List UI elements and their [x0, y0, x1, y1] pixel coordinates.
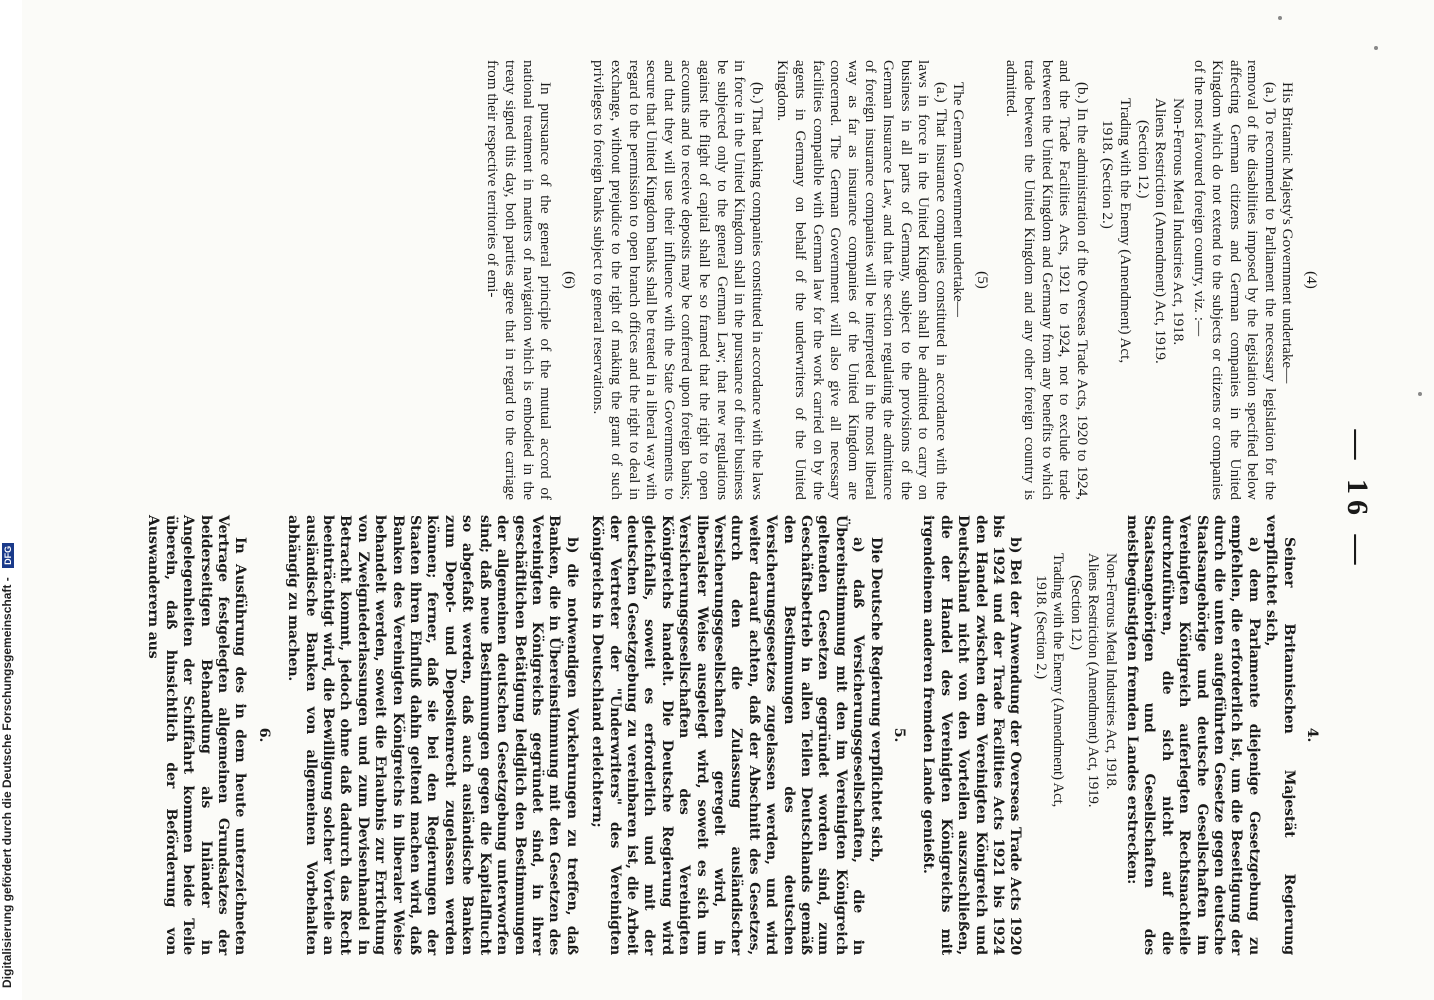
- en-section-5-heading: (5): [973, 271, 991, 289]
- en-section-5-a: (a.) That insurance companies constituted in accordance with the laws in force in the United Kingdom shall be admitted to carry on business in all parts of Germany, subject to the provisions of the German Insurance Law, and that the section regulating the admittance of foreign insurance companies will be interpreted in the most liberal way as far as insurance companies of the United Kingdom are concerned. The German Government will also give all necessary facilities compatible with German law for the work carried on by the agents in Germany on behalf of the underwriters of the United Kingdom.: [774, 60, 950, 500]
- scan-speck: [1418, 392, 1422, 396]
- en-act-item: 1918. (Section 2.): [1099, 120, 1117, 229]
- scan-speck: [1374, 46, 1378, 50]
- page-number: — 16 —: [1341, 429, 1374, 571]
- de-section-4-b: b) Bei der Anwendung der Overseas Trade Acts 1920 bis 1924 und der Trade Facilities Acts 1921 bis 1924 den Handel zwischen dem Vereinigten Königreich und Deutschland nicht von den Vorteilen auszuschließen, die der Handel des Vereinigten Königreichs mit irgendeinem anderen fremden Lande genießt.: [920, 515, 1024, 955]
- de-section-6-heading: 6.: [255, 727, 272, 743]
- en-section-5-b: (b.) That banking companies constituted in accordance with the laws in force in the United Kingdom shall in the pursuance of their business be subjected only to the general German Law; that new regulations against the flight of capital shall be so framed that the right to open accounts and to receive deposits may be conferred upon foreign banks; and that they will use their influence with the State Governments to secure that United Kingdom banks shall be treated in a liberal way with regard to the permission to open branch offices and the right to deal in exchange, without prejudice to the right of making the grant of such privileges to foreign banks subject to general reservations.: [590, 60, 766, 500]
- en-section-5-intro: The German Government undertake—: [950, 82, 968, 317]
- de-act-item: 1918. (Section 2.): [1032, 575, 1049, 679]
- de-section-5-b: b) die notwendigen Vorkehrungen zu treffen, daß Banken, die in Übereinstimmung mit den Gesetzen des Vereinigten Königreichs gegründet sind, in ihrer geschäftlichen Betätigung lediglich den Bestimmungen der allgemeinen deutschen Gesetzgebung unterworfen sind; daß neue Bestimmungen gegen die Kapitalflucht so abgefaßt werden, daß auch ausländische Banken zum Depot- und Depositenrecht zugelassen werden können; ferner, daß sie bei den Regierungen der Staaten ihren Einfluß dahin geltend machen wird, daß Banken des Vereinigten Königreichs in liberaler Weise behandelt werden, soweit die Erlaubnis zur Errichtung von Zweigniederlassungen und zum Devisenhandel in Betracht kommt, jedoch ohne daß dadurch das Recht beeinträchtigt wird, die Bewilligung solcher Vorteile an ausländische Banken von allgemeinen Vorbehalten abhängig zu machen.: [285, 515, 580, 955]
- digitization-credit: [0, 0, 20, 1000]
- dfg-logo: DFG: [2, 543, 14, 568]
- credit-text: Digitalisierung gefördert durch die Deutsche Forschungsgemeinschaft -: [0, 577, 14, 988]
- footer-strip: [0, 0, 22, 1000]
- en-section-6-heading: (6): [560, 271, 578, 289]
- de-section-5-intro: Die Deutsche Regierung verpflichtet sich,: [867, 537, 884, 863]
- en-act-item: Non-Ferrous Metal Industries Act, 1918.: [1169, 98, 1187, 346]
- en-section-4-b: (b.) In the administration of the Overseas Trade Acts, 1920 to 1924, and the Trade Facilities Acts, 1921 to 1924, not to exclude trade between the United Kingdom and Germany from any benefits to which trade between the United Kingdom and any other foreign country is admitted.: [1003, 60, 1091, 500]
- de-act-item: Non-Ferrous Metal Industries Act, 1918.: [1102, 553, 1119, 790]
- en-section-4-intro: His Britannic Majesty's Government undertake—: [1279, 82, 1297, 384]
- en-section-4-heading: (4): [1303, 271, 1320, 289]
- german-column: [144, 515, 1324, 955]
- de-section-4-heading: 4.: [1304, 727, 1320, 743]
- english-column: [484, 60, 1324, 500]
- de-section-5-heading: 5.: [891, 727, 908, 743]
- en-act-item: (Section 12.): [1134, 120, 1152, 199]
- de-section-5-a: a) daß Versicherungsgesellschaften, die in Übereinstimmung mit den im Vereinigten Königreich geltenden Gesetzen gegründet worden sind, zum Geschäftsbetrieb in allen Teilen Deutschlands gemäß den Bestimmungen des deutschen Versicherungsgesetzes zugelassen werden, und wird weiter darauf achten, daß der Abschnitt des Gesetzes, durch den die Zulassung ausländischer Versicherungsgesellschaften geregelt wird, in liberalster Weise ausgelegt wird, soweit es sich um Versicherungsgesellschaften des Vereinigten Königreichs handelt. Die Deutsche Regierung wird gleichfalls, soweit es erforderlich und mit der deutschen Gesetzgebung zu vereinbaren ist, die Arbeit der Vertreter der "Underwriters" des Vereinigten Königreichs in Deutschland erleichtern;: [589, 515, 867, 955]
- en-section-4-a: (a.) To recommend to Parliament the necessary legislation for the removal of the disabilities imposed by the legislation specified below affecting German citizens and German companies in the United Kingdom which do not extend to the subjects or citizens or companies of the most favoured foreign country, viz. :—: [1191, 60, 1279, 500]
- en-section-4-act-list: [1099, 98, 1187, 500]
- en-act-item: Aliens Restriction (Amendment) Act, 1919.: [1152, 98, 1170, 364]
- de-section-6-text: In Ausführung des in dem heute unterzeichneten Vertrage festgelegten allgemeinen Grundsatzes der beiderseitigen Behandlung als Inländer in Angelegenheiten der Schiffahrt kommen beide Teile überein, daß hinsichtlich der Beförderung von Auswanderern aus: [145, 515, 249, 955]
- en-act-item: Trading with the Enemy (Amendment) Act,: [1117, 98, 1135, 364]
- de-section-4-a: a) dem Parlamente diejenige Gesetzgebung zu empfehlen, die erforderlich ist, um die Beseitigung der durch die unten aufgeführten Gesetze gegen deutsche Staatsangehörige und deutsche Gesellschaften im Vereinigten Königreich auferlegten Rechtsnachteile durchzuführen, die sich nicht auf die Staatsangehörigen und Gesellschaften des meistbegünstigten fremden Landes erstrecken:: [1123, 515, 1262, 955]
- en-section-6-text: In pursuance of the general principle of the mutual accord of national treatment in matters of navigation which is embodied in the treaty signed this day, both parties agree that in regard to the carriage from their respective territories of emi-: [484, 60, 555, 500]
- de-act-item: Trading with the Enemy (Amendment) Act,: [1050, 553, 1067, 808]
- de-section-4-act-list: [1032, 553, 1119, 955]
- scan-speck: [1278, 16, 1282, 20]
- de-act-item: (Section 12.): [1067, 575, 1084, 650]
- de-act-item: Aliens Restriction (Amendment) Act, 1919.: [1085, 553, 1102, 808]
- de-section-4-intro: Seiner Britannischen Majestät Regierung verpflichtet sich,: [1263, 515, 1297, 955]
